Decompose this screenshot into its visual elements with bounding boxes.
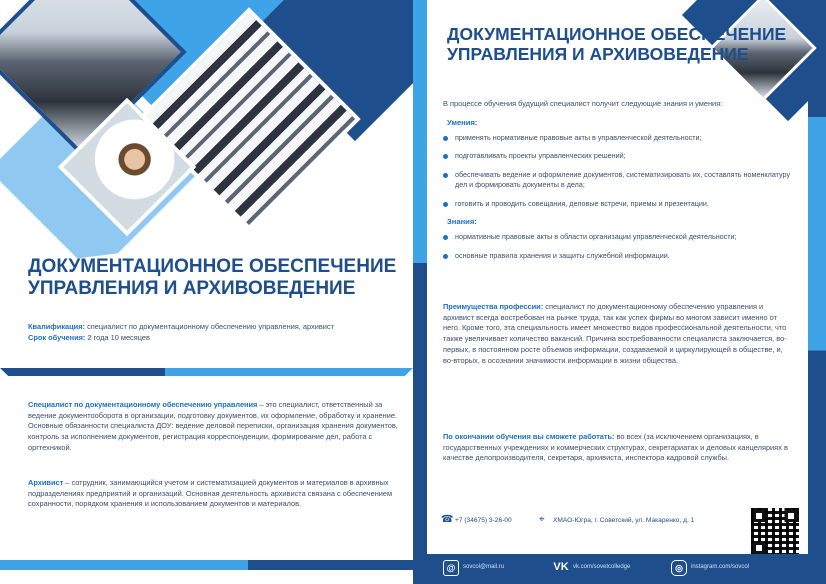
right-title — [447, 24, 787, 64]
list-item: подготавливать проекты управленческих решений; — [441, 151, 797, 161]
qualification-block — [28, 322, 398, 343]
left-title-line2: УПРАВЛЕНИЯ И АРХИВОВЕДЕНИЕ — [28, 277, 356, 299]
list-item: нормативные правовые акты в области организации управленческой деятельности; — [441, 232, 797, 242]
instagram-icon: ◎ — [671, 560, 687, 576]
intro-text: В процессе обучения будущий специалист получит следующие знания и умения: — [443, 99, 723, 108]
qr-corner — [785, 510, 797, 522]
work-label: По окончании обучения вы сможете работать: — [443, 432, 615, 441]
left-bottom-band — [0, 560, 413, 570]
skills-section — [441, 114, 797, 269]
knowledge-heading: Знания: — [447, 217, 477, 227]
archivist-text: – сотрудник, занимающийся учетом и систематизацией документов и материалов в архивных подразделениях предприятий и организаций. Основная деятельность архивиста связана с обеспечением сохранности, порядком хранения и использованием документов и материалов. — [28, 478, 393, 509]
skills-list — [441, 133, 797, 209]
right-footer — [413, 554, 826, 584]
term-text: 2 года 10 месяцев — [87, 332, 150, 342]
qr-corner — [753, 510, 765, 522]
email-icon: @ — [443, 560, 459, 576]
footer-vk[interactable]: vk.com/sovetcolledge — [573, 564, 631, 570]
left-title — [28, 256, 408, 300]
left-divider-band — [0, 368, 413, 376]
phone-text[interactable]: +7 (34675) 3-26-00 — [455, 517, 512, 524]
term-label: Срок обучения: — [28, 332, 86, 342]
advantages-paragraph — [443, 302, 795, 366]
qualification-text: специалист по документационному обеспечению управления, архивист — [87, 322, 334, 331]
work-text: во всех (за исключением организациях, в государственных учреждениях и коммерческих структурах, секретариатах и деловых канцеляриях в качестве делопроизводителя, секретаря, архивиста, инспектора кадровой службы. — [443, 432, 788, 463]
right-page — [413, 0, 826, 584]
right-left-stripe — [413, 0, 427, 584]
archivist-paragraph — [28, 478, 400, 510]
qr-code[interactable] — [751, 508, 799, 556]
footer-instagram[interactable]: instagram.com/sovcol — [691, 564, 750, 570]
work-paragraph — [443, 432, 795, 464]
qr-corner — [753, 542, 765, 554]
left-title-line1: ДОКУМЕНТАЦИОННОЕ ОБЕСПЕЧЕНИЕ — [28, 256, 397, 277]
phone-icon: ☎ — [441, 514, 454, 525]
right-title-line2: УПРАВЛЕНИЯ И АРХИВОВЕДЕНИЕ — [447, 44, 749, 65]
knowledge-list — [441, 232, 797, 261]
advantages-label: Преимущества профессии: — [443, 302, 544, 311]
list-item: готовить и проводить совещания, деловые встречи, приемы и презентации. — [441, 199, 797, 209]
right-title-line1: ДОКУМЕНТАЦИОННОЕ ОБЕСПЕЧЕНИЕ — [447, 24, 787, 44]
specialist-text: – это специалист, ответственный за ведение документооборота в организации, подготовку документов, их оформление, обработку и хранение. Основные обязанности специалиста ДОУ: ведение деловой переписки, организация хранения документов, контроль за исполнением документов, регистрация корреспонденции, формирование дел, работа с оргтехникой. — [28, 400, 398, 452]
specialist-paragraph — [28, 400, 400, 454]
list-item: обеспечивать ведение и оформление документов, систематизировать их, составлять номенклатуру дел и формировать документы в дела; — [441, 170, 797, 191]
address-text: ХМАО-Югра, г. Советский, ул. Макаренко, д. 1 — [553, 517, 695, 524]
qualification-label: Квалификация: — [28, 322, 85, 331]
advantages-text: специалист по документационному обеспечению управления и архивист всегда востребован на рынке труда, так как успех фирмы во многом зависит именно от него. Кроме того, эта специальность имеет множество видов профессиональной деятельности, что также увеличивает количество вакансий. Причина востребованности специалиста заключается, во-первых, в постоянном росте объемов информации, создаваемой и циркулирующей в обществе, и, во-вторых, в осознании значимости информации в жизни общества. — [443, 302, 787, 365]
list-item: основные правила хранения и защиты служебной информации. — [441, 251, 797, 261]
contacts-row — [441, 514, 751, 530]
archivist-label: Архивист — [28, 478, 64, 487]
footer-email[interactable]: sovcol@mail.ru — [463, 564, 505, 570]
list-item: применять нормативные правовые акты в управленческой деятельности; — [441, 133, 797, 143]
vk-icon: VK — [553, 561, 569, 573]
location-icon: ⌖ — [539, 514, 545, 525]
specialist-label: Специалист по документационному обеспечению управления — [28, 400, 258, 409]
skills-heading: Умения: — [447, 118, 478, 127]
